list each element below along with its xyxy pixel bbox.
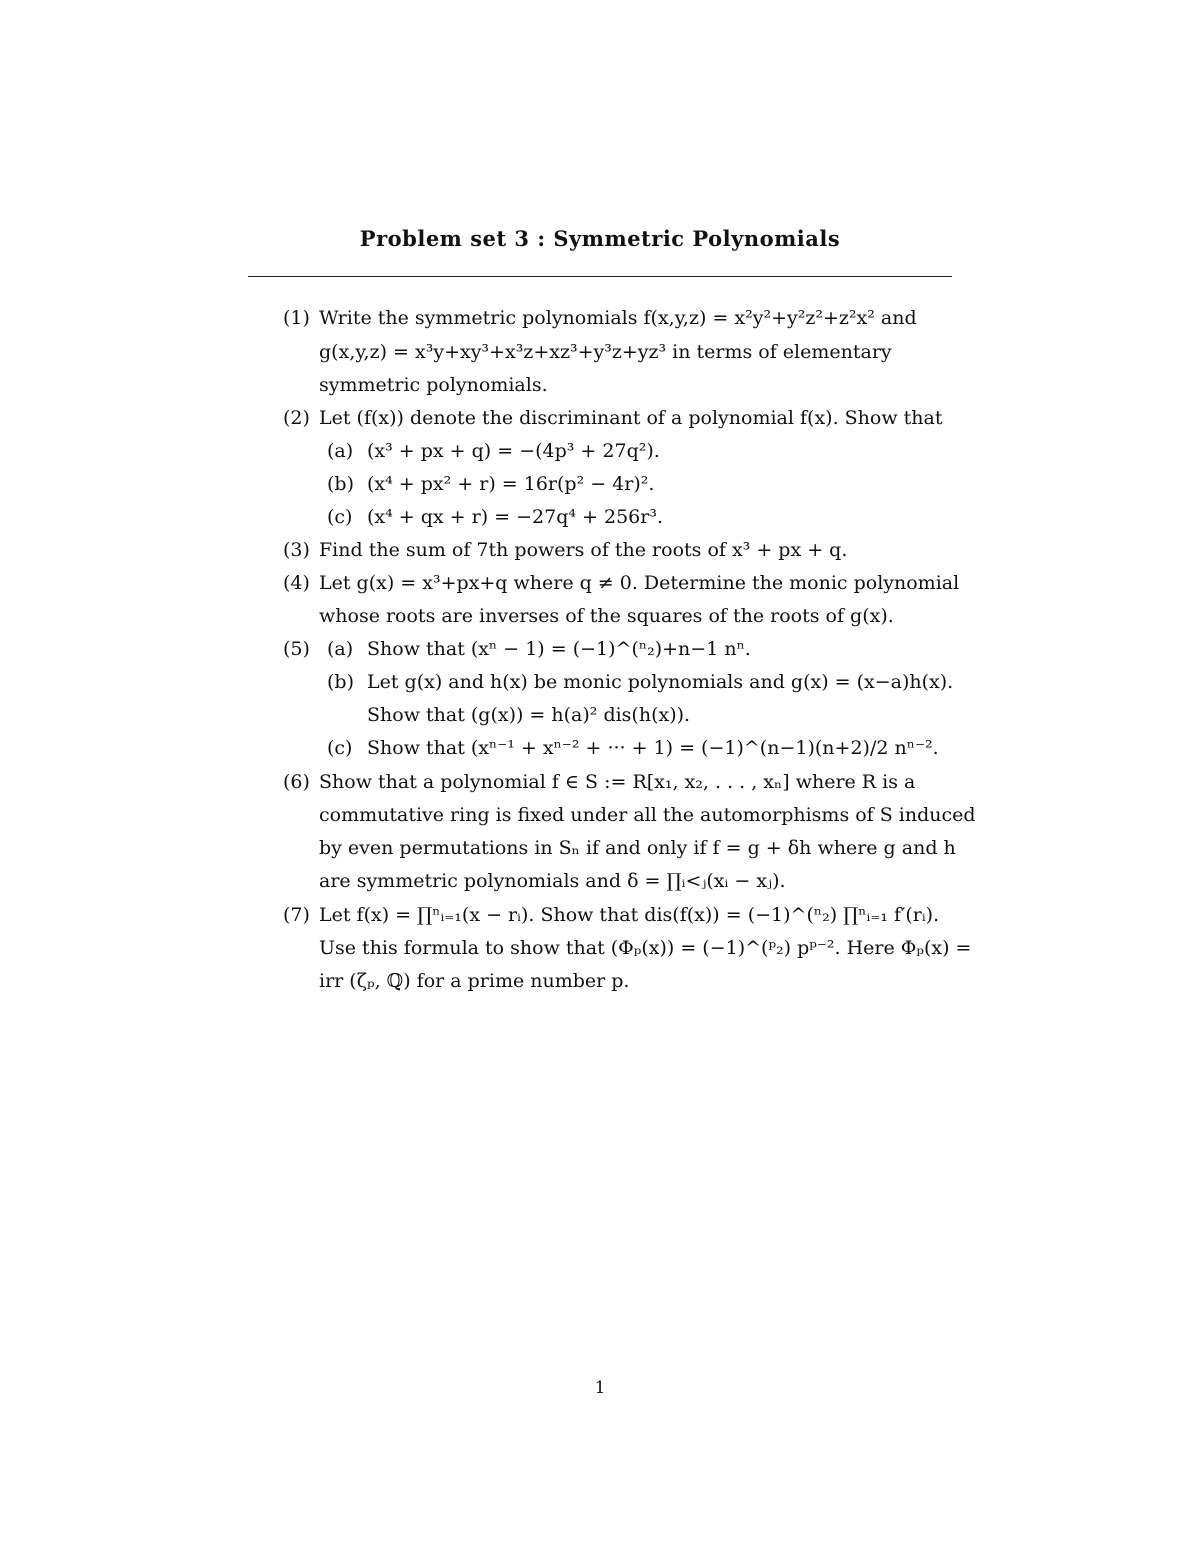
- problem-5: [283, 637, 751, 661]
- problem-4-line-2: whose roots are inverses of the squares of the roots of g(x).: [319, 605, 894, 627]
- subpart-label: (a): [327, 638, 354, 660]
- problem-6: [283, 770, 915, 794]
- problem-1: [283, 306, 917, 330]
- problem-4: [283, 571, 959, 595]
- problem-7-line-2: Use this formula to show that (Φₚ(x)) = (−1)^(ᵖ₂) pᵖ⁻². Here Φₚ(x) =: [319, 937, 972, 959]
- problem-text: Find the sum of 7th powers of the roots of x³ + px + q.: [319, 539, 848, 561]
- subpart-label: (b): [327, 671, 354, 693]
- subpart-text: (x⁴ + qx + r) = −27q⁴ + 256r³.: [367, 506, 663, 528]
- problem-6-line-2: commutative ring is fixed under all the automorphisms of S induced: [319, 804, 976, 826]
- page-number: 1: [594, 1378, 606, 1398]
- title-rule: [248, 276, 952, 277]
- subpart-label: (b): [327, 473, 354, 495]
- problem-number: (6): [283, 771, 310, 793]
- subpart-label: (a): [327, 440, 354, 462]
- problem-number: (2): [283, 407, 310, 429]
- problem-number: (1): [283, 307, 310, 329]
- problem-5c: [327, 736, 939, 760]
- subpart-text: Show that (xⁿ − 1) = (−1)^(ⁿ₂)+n−1 nⁿ.: [367, 638, 751, 660]
- subpart-text: Show that (xⁿ⁻¹ + xⁿ⁻² + ··· + 1) = (−1)^(n−1)(n+2)/2 nⁿ⁻².: [367, 737, 939, 759]
- problem-6-line-3: by even permutations in Sₙ if and only if f = g + δh where g and h: [319, 837, 956, 859]
- problem-text: Write the symmetric polynomials f(x,y,z) = x²y²+y²z²+z²x² and: [319, 307, 917, 329]
- problem-1-line-2: g(x,y,z) = x³y+xy³+x³z+xz³+y³z+yz³ in terms of elementary: [319, 341, 892, 363]
- problem-number: (4): [283, 572, 310, 594]
- problem-7-line-3: irr (ζₚ, ℚ) for a prime number p.: [319, 970, 630, 992]
- problem-number: (3): [283, 539, 310, 561]
- problem-text: Let (f(x)) denote the discriminant of a polynomial f(x). Show that: [319, 407, 943, 429]
- problem-text: Show that a polynomial f ∈ S := R[x₁, x₂, . . . , xₙ] where R is a: [319, 771, 916, 793]
- problem-number: (7): [283, 904, 310, 926]
- problem-7: [283, 903, 939, 927]
- subpart-text: Let g(x) and h(x) be monic polynomials and g(x) = (x−a)h(x).: [367, 671, 954, 693]
- problem-2a: [327, 439, 660, 463]
- problem-number: (5): [283, 638, 310, 660]
- problem-6-line-4: are symmetric polynomials and δ = ∏ᵢ<ⱼ(xᵢ − xⱼ).: [319, 870, 786, 892]
- subpart-label: (c): [327, 737, 353, 759]
- subpart-text: (x³ + px + q) = −(4p³ + 27q²).: [367, 440, 660, 462]
- problem-5b-line-2: Show that (g(x)) = h(a)² dis(h(x)).: [367, 704, 691, 726]
- problem-5b: [327, 670, 953, 694]
- problem-3: [283, 538, 847, 562]
- problem-2b: [327, 472, 654, 496]
- problem-2c: [327, 505, 663, 529]
- problem-1-line-3: symmetric polynomials.: [319, 374, 548, 396]
- problem-text: Let f(x) = ∏ⁿᵢ₌₁(x − rᵢ). Show that dis(f(x)) = (−1)^(ⁿ₂) ∏ⁿᵢ₌₁ f′(rᵢ).: [319, 904, 940, 926]
- page-title: Problem set 3 : Symmetric Polynomials: [359, 226, 841, 251]
- subpart-label: (c): [327, 506, 353, 528]
- subpart-text: (x⁴ + px² + r) = 16r(p² − 4r)².: [367, 473, 655, 495]
- problem-2: [283, 406, 942, 430]
- problem-text: Let g(x) = x³+px+q where q ≠ 0. Determine the monic polynomial: [319, 572, 960, 594]
